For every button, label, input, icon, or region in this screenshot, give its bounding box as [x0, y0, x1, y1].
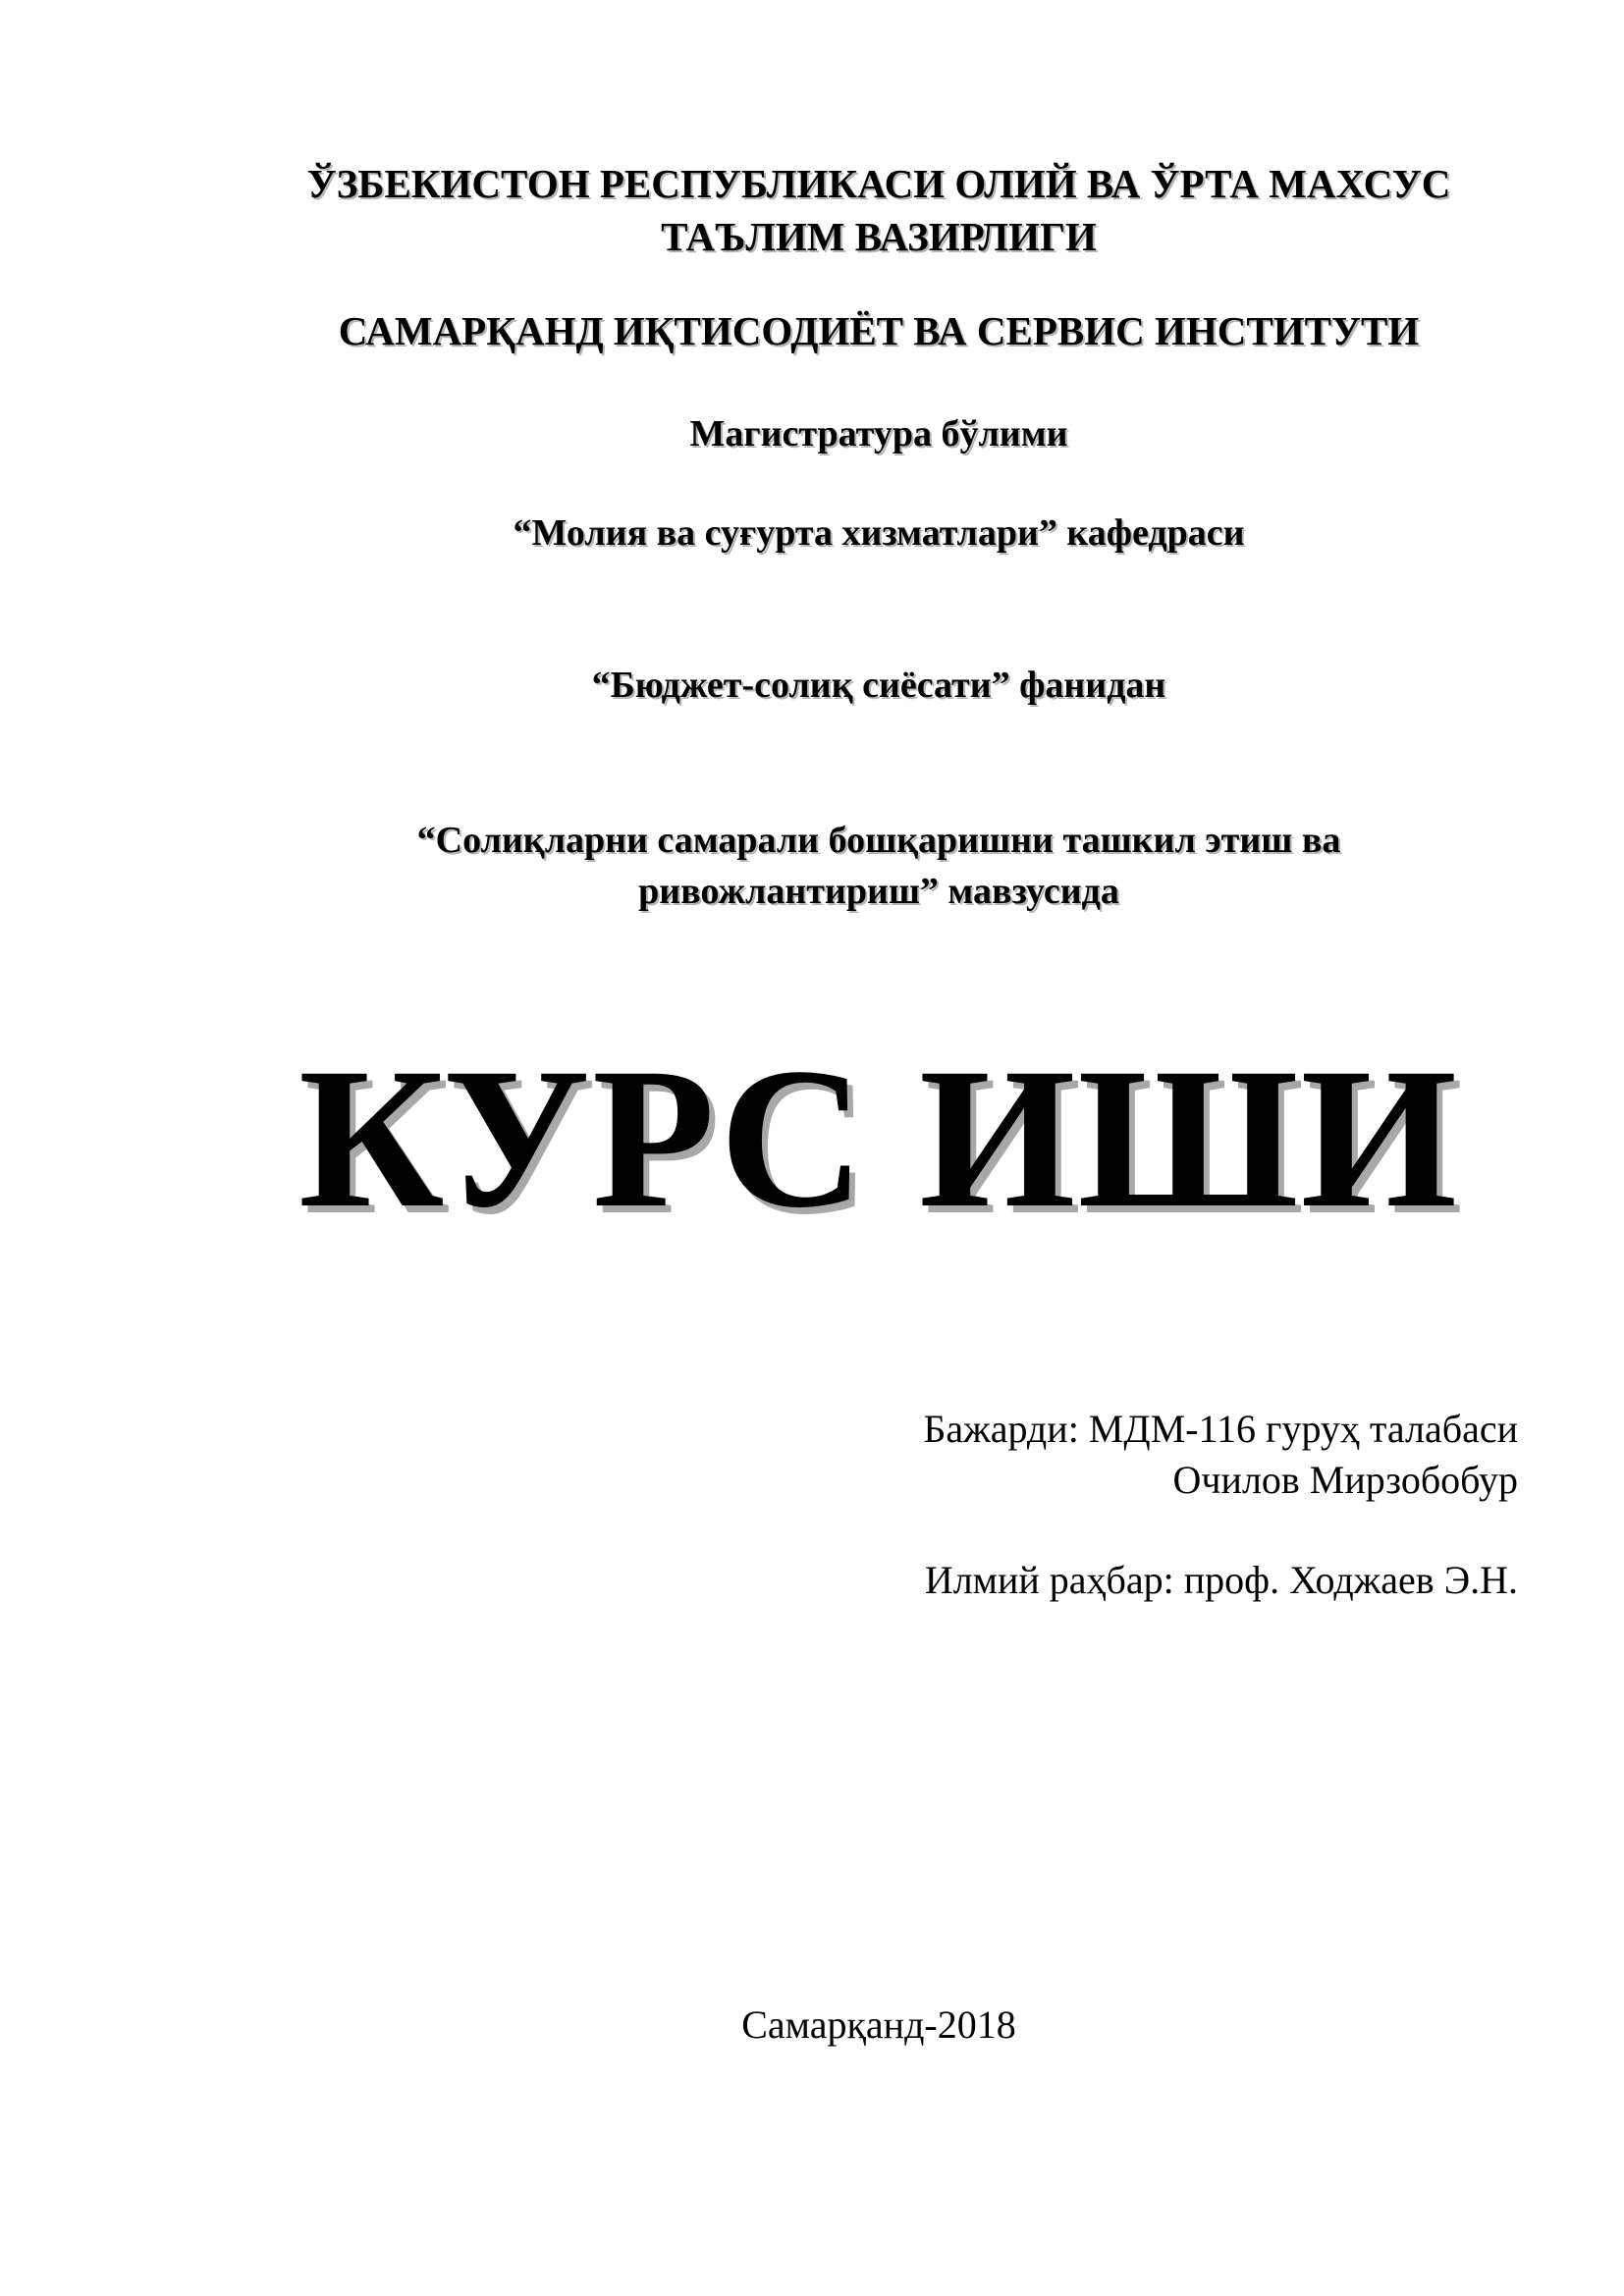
topic-line-1: “Солиқларни самарали бошқаришни ташкил этиш ва — [416, 820, 1341, 861]
division-name: Магистратура бўлими — [689, 413, 1068, 454]
subject-name: “Бюджет-солиқ сиёсати” фанидан — [591, 665, 1166, 706]
division-heading — [0, 409, 1624, 458]
city-year-footer — [0, 2000, 1624, 2051]
performer-block — [923, 1404, 1518, 1506]
city-year-text: Самарқанд-2018 — [741, 2002, 1016, 2047]
performer-line-1: Бажарди: МДМ-116 гуруҳ талабаси — [923, 1407, 1518, 1451]
supervisor-block — [925, 1555, 1518, 1606]
topic-heading — [0, 815, 1624, 917]
institute-name: САМАРҚАНД ИҚТИСОДИЁТ ВА СЕРВИС ИНСТИТУТИ — [338, 308, 1420, 353]
subject-heading — [0, 661, 1624, 710]
ministry-line-1: ЎЗБЕКИСТОН РЕСПУБЛИКАСИ ОЛИЙ ВА ЎРТА МАХСУС — [306, 161, 1451, 206]
institute-heading — [0, 304, 1624, 357]
ministry-heading — [0, 157, 1624, 263]
department-name: “Молия ва суғурта хизматлари” кафедраси — [513, 512, 1245, 554]
performer-line-2: Очилов Мирзобобур — [1172, 1458, 1518, 1502]
document-title-text: КУРС ИШИ — [298, 1027, 1460, 1250]
topic-line-2: ривожлантириш” мавзусида — [638, 871, 1119, 912]
ministry-line-2: ТАЪЛИМ ВАЗИРЛИГИ — [661, 214, 1097, 259]
document-title — [0, 1021, 1624, 1256]
department-heading — [0, 508, 1624, 558]
supervisor-line: Илмий раҳбар: проф. Ходжаев Э.Н. — [924, 1558, 1518, 1602]
